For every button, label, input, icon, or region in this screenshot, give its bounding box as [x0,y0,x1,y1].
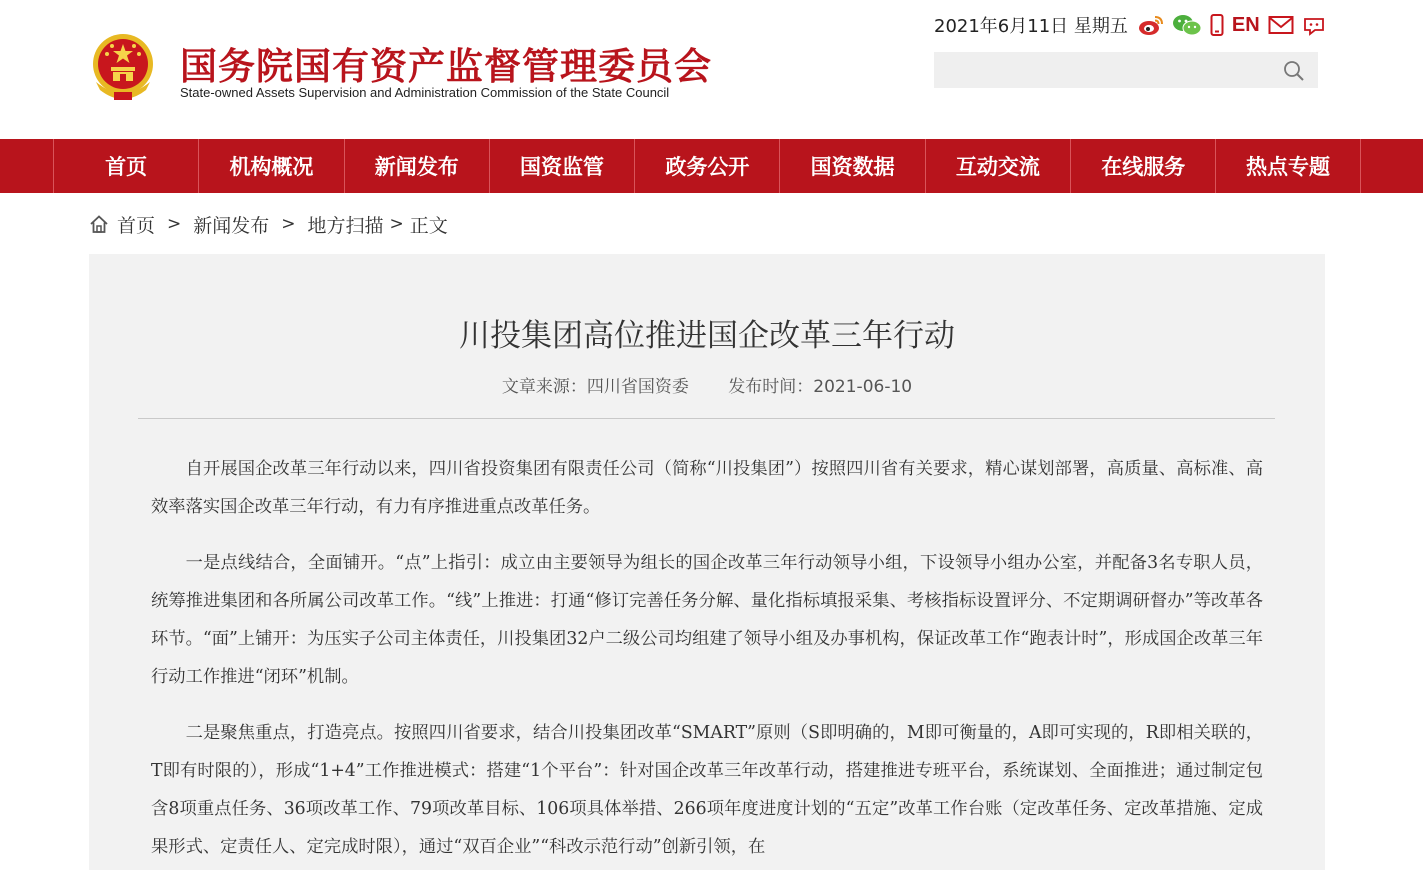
main-nav [0,139,1423,193]
article-body [151,450,1263,870]
breadcrumb-local[interactable]: 地方扫描 [307,214,384,237]
top-toolbar [934,10,1326,40]
nav-item-about[interactable]: 机构概况 [198,139,343,193]
breadcrumb-home[interactable]: 首页 [117,214,156,237]
breadcrumb-separator: > [281,214,296,234]
weibo-icon[interactable] [1138,12,1164,38]
article-paragraph: 自开展国企改革三年行动以来，四川省投资集团有限责任公司（简称“川投集团”）按照四川省有关要求，精心谋划部署，高质量、高标准、高效率落实国企改革三年行动，有力有序推进重点改革任务。 [151,459,1263,517]
article-title: 川投集团高位推进国企改革三年行动 [459,318,955,354]
nav-item-supervision[interactable]: 国资监管 [489,139,634,193]
article-paragraph: 一是点线结合，全面铺开。“点”上指引：成立由主要领导为组长的国企改革三年行动领导小组，下设领导小组办公室，并配备3名专职人员，统筹推进集团和各所属公司改革工作。“线”上推进：打通“修订完善任务分解、量化指标填报采集、考核指标设置评分、不定期调研督办”等改革各环节。“面”上铺开：为压实子公司主体责任，川投集团32户二级公司均组建了领导小组及办事机构，保证改革工作“跑表计时”，形成国企改革三年行动工作推进“闭环”机制。 [151,553,1263,687]
nav-item-online-service[interactable]: 在线服务 [1070,139,1215,193]
article-panel [89,254,1325,870]
nav-item-government-affairs[interactable]: 政务公开 [634,139,779,193]
breadcrumb-separator: > [167,214,182,234]
mobile-icon[interactable] [1210,12,1224,38]
national-emblem-logo[interactable] [90,32,156,102]
breadcrumb [89,211,448,237]
nav-item-news[interactable]: 新闻发布 [344,139,489,193]
english-link[interactable]: EN [1231,13,1260,36]
breadcrumb-news[interactable]: 新闻发布 [193,214,270,237]
nav-item-home[interactable]: 首页 [53,139,198,193]
article-source: 文章来源：四川省国资委 [501,377,689,397]
search-icon[interactable] [1282,59,1306,83]
feedback-icon[interactable] [1302,12,1326,38]
site-title[interactable]: 国务院国有资产监督管理委员会 [180,45,712,88]
nav-item-data[interactable]: 国资数据 [779,139,924,193]
search-box [934,52,1318,88]
nav-item-interaction[interactable]: 互动交流 [925,139,1070,193]
divider [138,418,1275,419]
breadcrumb-separator: > [389,214,404,234]
mail-icon[interactable] [1268,12,1294,38]
breadcrumb-current: 正文 [409,214,448,237]
site-subtitle: State-owned Assets Supervision and Administration Commission of the State Council [180,85,670,100]
current-date: 2021年6月11日 星期五 [934,16,1128,37]
site-header [0,0,1423,139]
wechat-icon[interactable] [1172,12,1202,38]
article-paragraph: 二是聚焦重点，打造亮点。按照四川省要求，结合川投集团改革“SMART”原则（S即明确的，M即可衡量的，A即可实现的，R即相关联的，T即有时限的），形成“1+4”工作推进模式：搭建“1个平台”：针对国企改革三年改革行动，搭建推进专班平台，系统谋划、全面推进；通过制定包含8项重点任务、36项改革工作、79项改革目标、106项具体举措、266项年度进度计划的“五定”改革工作台账（定改革任务、定改革措施、定成果形式、定责任人、定完成时限），通过“双百企业”“科改示范行动”创新引领，在 [151,723,1263,857]
nav-item-hot-topics[interactable]: 热点专题 [1215,139,1360,193]
search-input[interactable] [934,52,1274,88]
article-publish-time: 发布时间：2021-06-10 [728,377,913,397]
home-icon [89,214,109,234]
article-meta [89,372,1325,397]
